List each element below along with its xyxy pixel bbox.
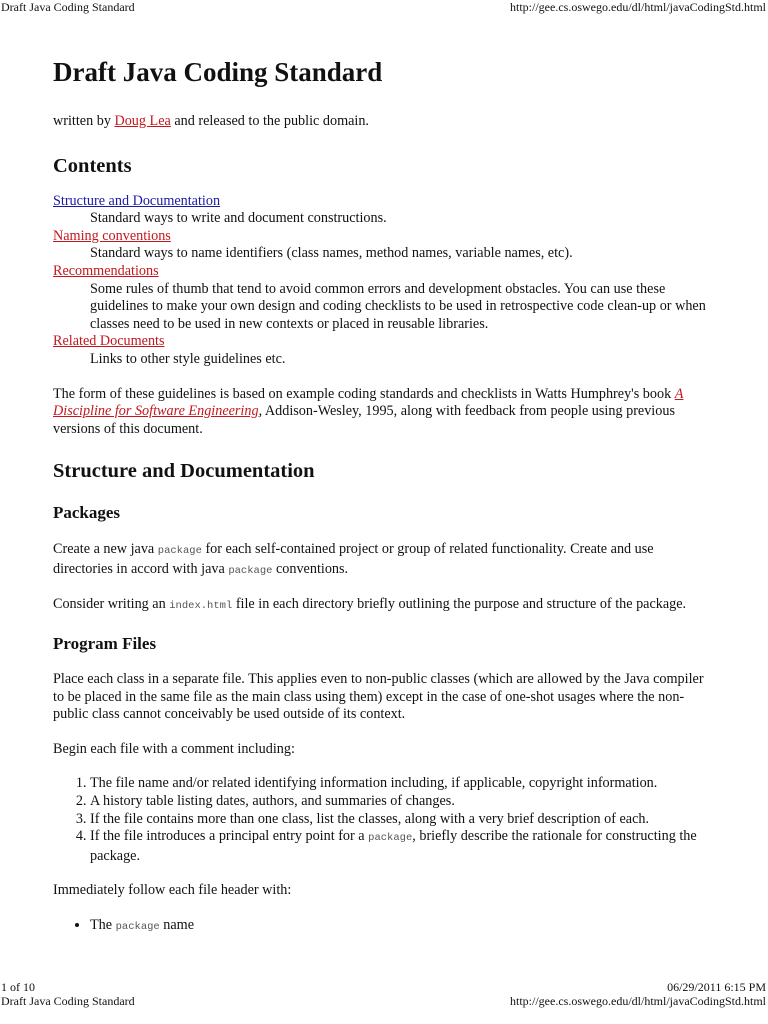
byline: written by Doug Lea and released to the public domain. <box>53 113 369 129</box>
list-item: • The package name <box>90 917 713 937</box>
header-url: http://gee.cs.oswego.edu/dl/html/javaCodingStd.html <box>510 0 766 14</box>
list-item: 1. The file name and/or related identifying information including, if applicable, copyright information. <box>90 775 713 793</box>
packages-paragraph-1: Create a new java package for each self-contained project or group of related functionality. Create and use directories in accord with java package conventions. <box>53 541 654 577</box>
file-header-list <box>53 917 713 937</box>
program-files-heading: Program Files <box>53 634 157 654</box>
contents-desc: Standard ways to write and document constructions. <box>90 210 387 227</box>
file-comment-list <box>53 775 713 865</box>
contents-desc: Links to other style guidelines etc. <box>90 350 286 367</box>
book-link[interactable]: A Discipline for Software Engineering <box>53 385 684 420</box>
contents-desc: Some rules of thumb that tend to avoid common errors and development obstacles. You can use these guidelines to make your own design and coding checklists to be used in retrospective code clean-up or when classes need to be used in new contexts or placed in reusable libraries. <box>90 280 706 332</box>
list-item: 3. If the file contains more than one class, list the classes, along with a very brief description of each. <box>90 811 713 829</box>
list-item: 2. A history table listing dates, authors, and summaries of changes. <box>90 793 713 811</box>
contents-item <box>53 193 713 211</box>
list-item: 4. If the file introduces a principal entry point for a package, briefly describe the rationale for constructing the package. <box>90 828 713 865</box>
author-link[interactable]: Doug Lea <box>114 113 171 129</box>
program-paragraph-3: Immediately follow each file header with: <box>53 882 292 899</box>
code-package: package <box>228 564 273 577</box>
contents-list <box>53 193 713 369</box>
code-package: package <box>157 545 202 558</box>
print-datetime: 06/29/2011 6:15 PM <box>667 980 766 994</box>
page-title: Draft Java Coding Standard <box>53 57 383 87</box>
packages-paragraph-2: Consider writing an index.html file in each directory briefly outlining the purpose and structure of the package. <box>53 595 687 612</box>
contents-item <box>53 333 713 351</box>
contents-link-recommendations[interactable]: Recommendations <box>53 262 159 279</box>
header-page-title: Draft Java Coding Standard <box>1 0 135 14</box>
code-package: package <box>368 832 413 845</box>
contents-link-structure[interactable]: Structure and Documentation <box>53 192 221 209</box>
contents-desc: Standard ways to name identifiers (class names, method names, variable names, etc). <box>90 245 573 262</box>
program-paragraph-2: Begin each file with a comment including: <box>53 740 295 757</box>
code-index-html: index.html <box>169 599 233 612</box>
code-package: package <box>115 921 160 934</box>
program-paragraph-1: Place each class in a separate file. This applies even to non-public classes (which are allowed by the Java compiler to be placed in the same file as the main class using them) except in the case of one-shot usages where the non-public class cannot conceivably be used outside of its context. <box>53 671 704 723</box>
contents-item <box>53 263 713 281</box>
page-count: 1 of 10 <box>1 980 35 994</box>
form-paragraph: The form of these guidelines is based on example coding standards and checklists in Watts Humphrey's book A Discipline for Software Engineering, Addison-Wesley, 1995, along with feedback from people using previous versions of this document. <box>53 385 684 437</box>
contents-item <box>53 228 713 246</box>
header-url: http://gee.cs.oswego.edu/dl/html/javaCodingStd.html <box>510 994 766 1008</box>
section-heading-structure: Structure and Documentation <box>53 460 315 483</box>
header-page-title: Draft Java Coding Standard <box>1 994 135 1008</box>
contents-heading: Contents <box>53 154 132 177</box>
contents-link-related[interactable]: Related Documents <box>53 333 165 350</box>
document-body <box>53 56 713 937</box>
packages-heading: Packages <box>53 503 121 523</box>
contents-link-naming[interactable]: Naming conventions <box>53 227 171 244</box>
